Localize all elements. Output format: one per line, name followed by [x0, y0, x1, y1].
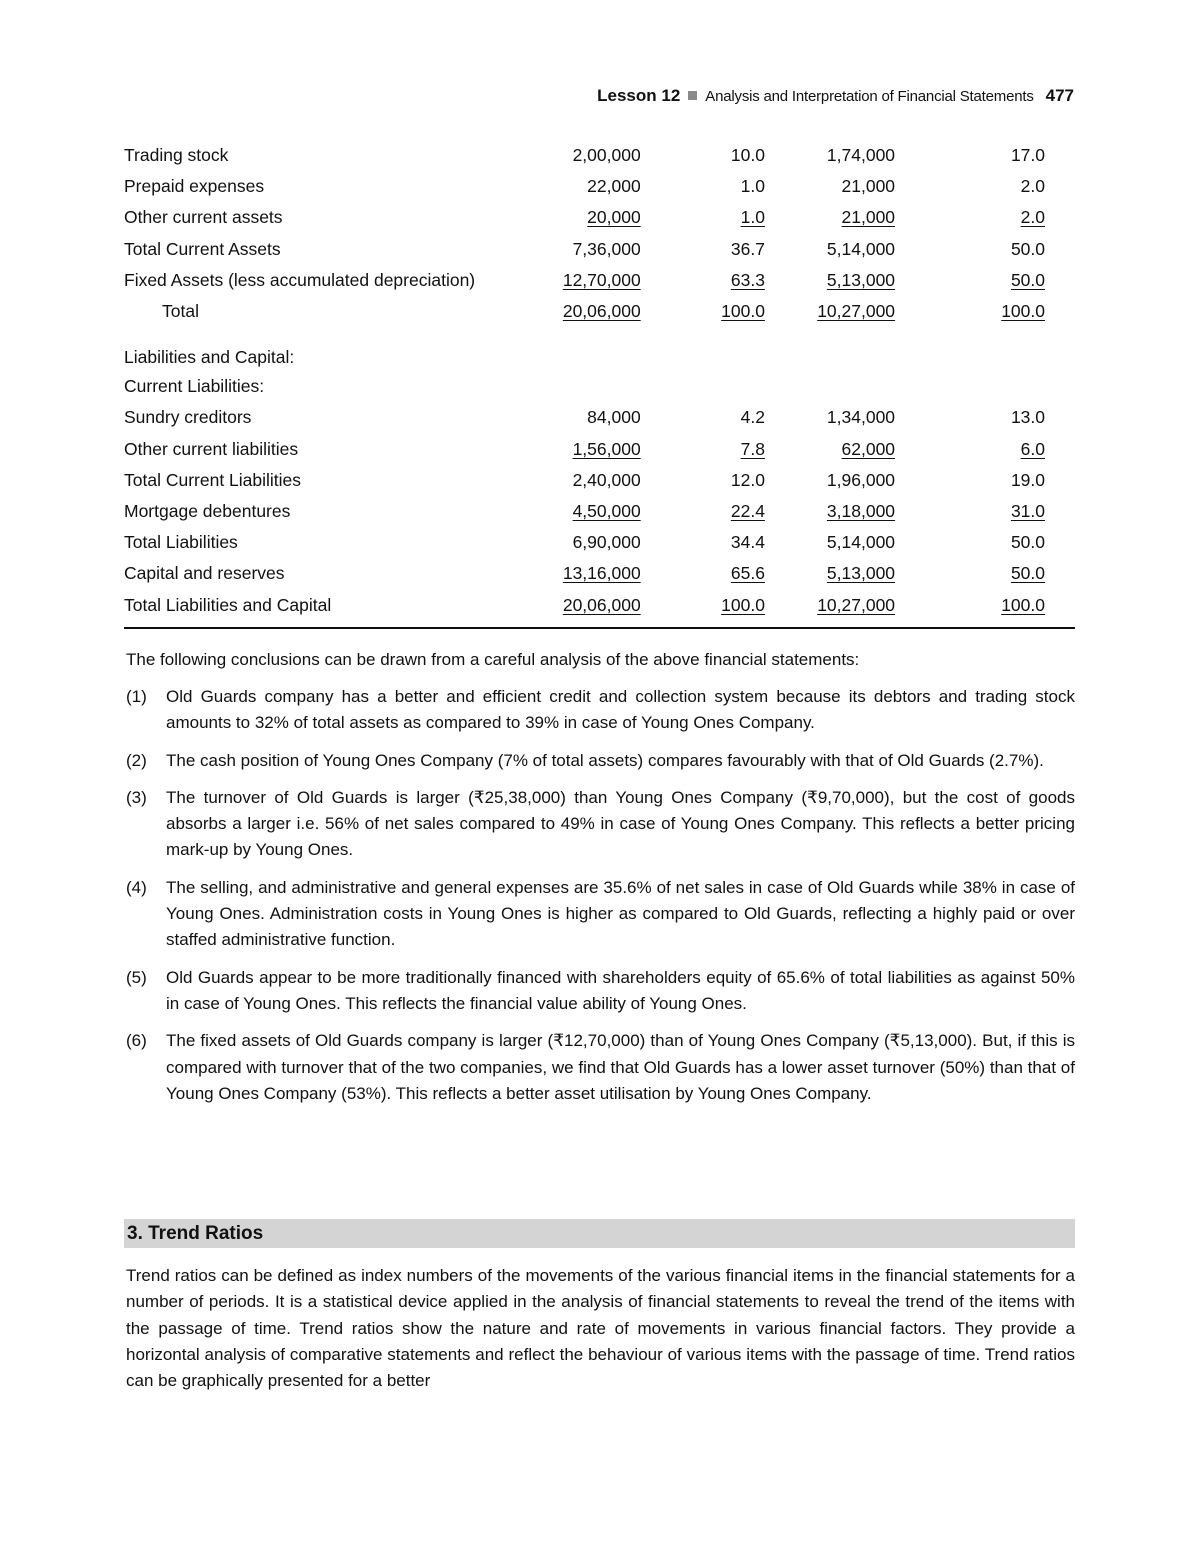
old-guards-amount: 84,000 — [587, 407, 641, 428]
conclusions-list — [126, 684, 1075, 1118]
table-row — [124, 589, 1075, 620]
old-guards-amount: 12,70,000 — [562, 269, 641, 290]
trend-ratios-paragraph: Trend ratios can be defined as index numbers of the movements of the various financial items in the financial statements for a number of periods. It is a statistical device applied in the analysis of financial statements to reveal the trend of the items with the passage of time. Trend ratios show the nature and rate of movements in various financial factors. They provide a horizontal analysis of comparative statements and reflect the behaviour of various items with the passage of time. Trend ratios can be graphically presented for a better — [126, 1266, 1075, 1391]
list-item — [126, 785, 1075, 864]
old-guards-amount: 20,000 — [587, 207, 641, 228]
table-row — [124, 140, 1075, 171]
old-guards-amount: 1,56,000 — [572, 438, 641, 459]
list-item — [126, 965, 1075, 1018]
young-ones-amount: 1,96,000 — [826, 469, 896, 490]
old-guards-percent: 1.0 — [740, 207, 765, 228]
old-guards-amount: 13,16,000 — [562, 563, 641, 584]
young-ones-percent: 100.0 — [1001, 301, 1045, 322]
row-label: Capital and reserves — [124, 563, 285, 584]
item-text: Old Guards company has a better and efficient credit and collection system because its debtors and trading stock amounts to 32% of total assets as compared to 39% in case of Young Ones Company. — [166, 687, 1075, 733]
row-label: Total Liabilities — [124, 532, 238, 553]
item-text: The turnover of Old Guards is larger (₹25,38,000) than Young Ones Company (₹9,70,000), but the cost of goods absorbs a larger i.e. 56% of net sales compared to 49% in case of Young Ones Company. This reflects a better pricing mark-up by Young Ones. — [166, 787, 1075, 860]
table-row — [124, 496, 1075, 527]
list-item — [126, 1028, 1075, 1107]
table-row — [124, 434, 1075, 465]
old-guards-amount: 6,90,000 — [572, 532, 641, 553]
old-guards-amount: 2,40,000 — [572, 469, 641, 490]
old-guards-percent: 100.0 — [721, 301, 765, 322]
old-guards-percent: 4.2 — [740, 407, 765, 428]
row-label: Fixed Assets (less accumulated depreciation) — [124, 269, 476, 290]
row-label: Total Liabilities and Capital — [124, 594, 332, 615]
young-ones-amount: 3,18,000 — [826, 500, 896, 521]
young-ones-percent: 50.0 — [1010, 532, 1045, 553]
old-guards-amount: 7,36,000 — [572, 238, 641, 259]
item-text: The cash position of Young Ones Company (7% of total assets) compares favourably with that of Old Guards (2.7%). — [166, 750, 1044, 770]
table-row — [124, 296, 1075, 327]
young-ones-amount: 5,13,000 — [826, 563, 896, 584]
page-number: 477 — [1045, 86, 1074, 105]
old-guards-percent: 100.0 — [721, 594, 765, 615]
table-bottom-rule — [124, 627, 1075, 629]
table-row — [124, 527, 1075, 558]
old-guards-amount: 4,50,000 — [572, 500, 641, 521]
item-number: (6) — [126, 1031, 147, 1051]
row-label: Prepaid expenses — [124, 176, 265, 197]
old-guards-percent: 63.3 — [730, 269, 765, 290]
young-ones-amount: 21,000 — [841, 207, 896, 228]
table-row — [124, 327, 1075, 371]
table-row — [124, 202, 1075, 233]
row-label: Sundry creditors — [124, 407, 252, 428]
square-bullet-icon — [688, 91, 697, 100]
old-guards-percent: 65.6 — [730, 563, 765, 584]
table-row — [124, 371, 1075, 402]
conclusions-intro: The following conclusions can be drawn from a careful analysis of the above financial statements: — [126, 650, 860, 669]
young-ones-percent: 50.0 — [1010, 238, 1045, 259]
young-ones-amount: 21,000 — [841, 176, 896, 197]
young-ones-amount: 5,14,000 — [826, 238, 896, 259]
section-label: Liabilities and Capital: — [124, 347, 295, 368]
young-ones-percent: 19.0 — [1010, 469, 1045, 490]
young-ones-percent: 50.0 — [1010, 563, 1045, 584]
list-item — [126, 684, 1075, 737]
running-header — [597, 86, 1074, 106]
row-label: Trading stock — [124, 145, 229, 166]
young-ones-amount: 1,34,000 — [826, 407, 896, 428]
old-guards-percent: 1.0 — [740, 176, 765, 197]
old-guards-percent: 7.8 — [740, 438, 765, 459]
row-label: Total — [162, 301, 199, 322]
old-guards-amount: 22,000 — [587, 176, 641, 197]
young-ones-amount: 10,27,000 — [817, 301, 896, 322]
old-guards-amount: 20,06,000 — [562, 594, 641, 615]
list-item — [126, 875, 1075, 954]
old-guards-percent: 34.4 — [730, 532, 765, 553]
item-number: (3) — [126, 787, 147, 807]
old-guards-percent: 36.7 — [730, 238, 765, 259]
old-guards-amount: 2,00,000 — [572, 145, 641, 166]
list-item — [126, 748, 1075, 774]
item-text: Old Guards appear to be more traditionally financed with shareholders equity of 65.6% of total liabilities as against 50% in case of Young Ones. This reflects the financial value ability of Young Ones. — [166, 967, 1075, 1013]
young-ones-amount: 1,74,000 — [826, 145, 896, 166]
item-text: The fixed assets of Old Guards company is larger (₹12,70,000) than of Young Ones Company (₹5,13,000). But, if this is compared with turnover that of the two companies, we find that Old Guards has a lower asset turnover (50%) than that of Young Ones Company (53%). This reflects a better asset utilisation by Young Ones Company. — [166, 1031, 1075, 1103]
section-heading: 3. Trend Ratios — [124, 1219, 1075, 1248]
table-row — [124, 558, 1075, 589]
item-text: The selling, and administrative and general expenses are 35.6% of net sales in case of Old Guards while 38% in case of Young Ones. Administration costs in Young Ones is higher as compared to Old Guards, reflecting a highly paid or over staffed administrative function. — [166, 877, 1075, 950]
young-ones-percent: 17.0 — [1010, 145, 1045, 166]
row-label: Other current liabilities — [124, 438, 299, 459]
young-ones-amount: 10,27,000 — [817, 594, 896, 615]
table-row — [124, 265, 1075, 296]
row-label: Total Current Assets — [124, 238, 281, 259]
table-row — [124, 171, 1075, 202]
row-label: Other current assets — [124, 207, 283, 228]
item-number: (5) — [126, 967, 147, 987]
row-label: Mortgage debentures — [124, 500, 291, 521]
old-guards-percent: 22.4 — [730, 500, 765, 521]
young-ones-percent: 2.0 — [1020, 176, 1045, 197]
young-ones-percent: 13.0 — [1010, 407, 1045, 428]
young-ones-percent: 31.0 — [1010, 500, 1045, 521]
young-ones-amount: 62,000 — [841, 438, 896, 459]
table-row — [124, 465, 1075, 496]
young-ones-percent: 6.0 — [1020, 438, 1045, 459]
section-label: Current Liabilities: — [124, 376, 265, 397]
table-row — [124, 234, 1075, 265]
young-ones-percent: 50.0 — [1010, 269, 1045, 290]
lesson-label: Lesson 12 — [597, 86, 681, 105]
item-number: (4) — [126, 877, 147, 897]
young-ones-amount: 5,14,000 — [826, 532, 896, 553]
balance-sheet-table — [124, 140, 1075, 621]
table-row — [124, 402, 1075, 433]
item-number: (1) — [126, 687, 147, 706]
old-guards-amount: 20,06,000 — [562, 301, 641, 322]
young-ones-percent: 100.0 — [1001, 594, 1045, 615]
old-guards-percent: 10.0 — [730, 145, 765, 166]
row-label: Total Current Liabilities — [124, 469, 302, 490]
item-number: (2) — [126, 750, 147, 770]
chapter-title: Analysis and Interpretation of Financial Statements — [705, 88, 1034, 105]
old-guards-percent: 12.0 — [730, 469, 765, 490]
young-ones-percent: 2.0 — [1020, 207, 1045, 228]
young-ones-amount: 5,13,000 — [826, 269, 896, 290]
